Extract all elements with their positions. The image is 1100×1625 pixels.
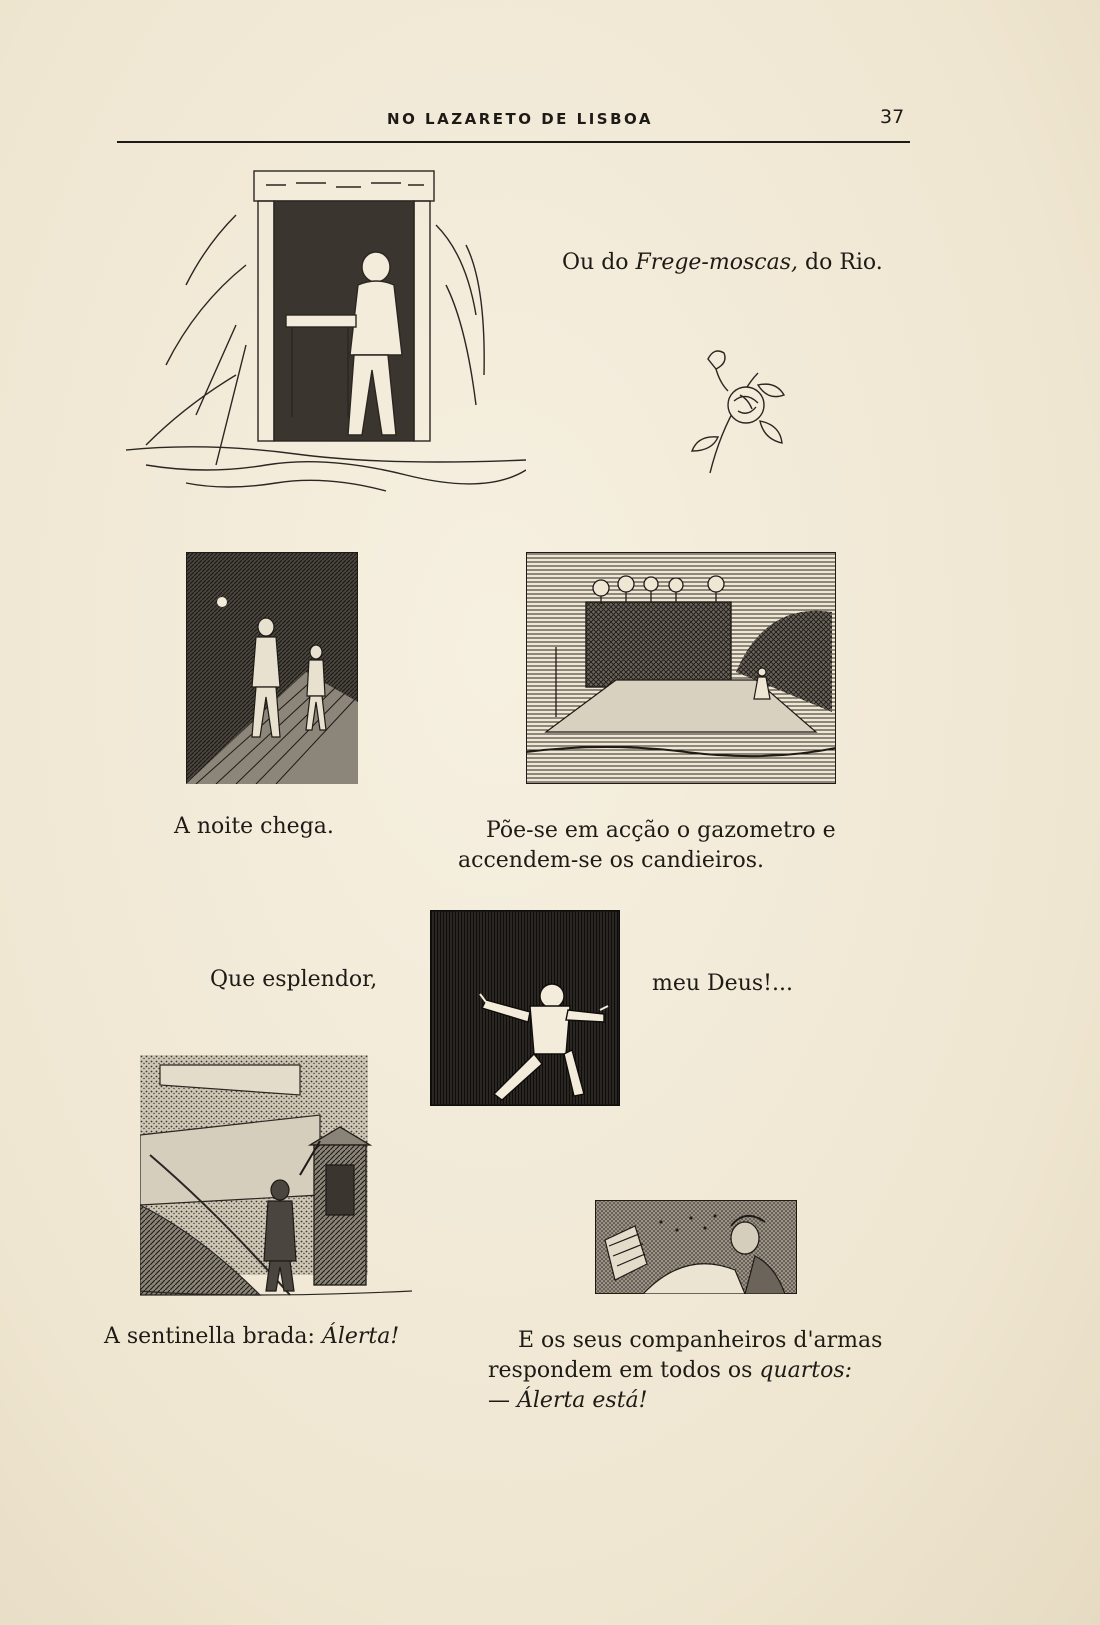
night-street-illustration [186,552,358,784]
caption-companions-line2-italic: quartos: [759,1358,853,1383]
running-title: NO LAZARETO DE LISBOA [387,110,653,128]
caption-splendor-right: meu Deus!... [652,971,793,996]
rose-sprig-illustration [668,345,788,480]
caption-companions-line3-italic: Álerta está! [517,1388,648,1413]
header-rule [117,141,910,143]
page-number: 37 [880,106,905,128]
tavern-doorway-illustration [126,165,526,505]
caption-splendor-left: Que esplendor, [210,967,378,992]
caption-frege-prefix: Ou do [562,250,636,275]
caption-frege-moscas [562,248,883,277]
gasometer-illustration [526,552,836,784]
caption-sentinel-italic: Álerta! [321,1324,400,1349]
caption-frege-italic: Frege-moscas, [635,250,798,275]
caption-companions-line2 [488,1356,852,1385]
caption-sentinel [104,1322,399,1351]
caption-frege-suffix: do Rio. [798,250,883,275]
caption-night: A noite chega. [174,814,334,839]
caption-companions-line1: E os seus companheiros d'armas [518,1328,883,1353]
caption-gas-line2: accendem-se os candieiros. [458,848,765,873]
caption-companions-line2-prefix: respondem em todos os [488,1358,760,1383]
sentry-box-illustration [140,1055,412,1301]
dancing-figure-illustration [430,910,620,1106]
caption-companions-line3-prefix: — [488,1388,517,1413]
sleeping-man-illustration [595,1200,797,1294]
caption-gas-line1: Põe-se em acção o gazometro e [486,818,836,843]
caption-sentinel-prefix: A sentinella brada: [104,1324,322,1349]
caption-companions-line3 [488,1386,648,1415]
